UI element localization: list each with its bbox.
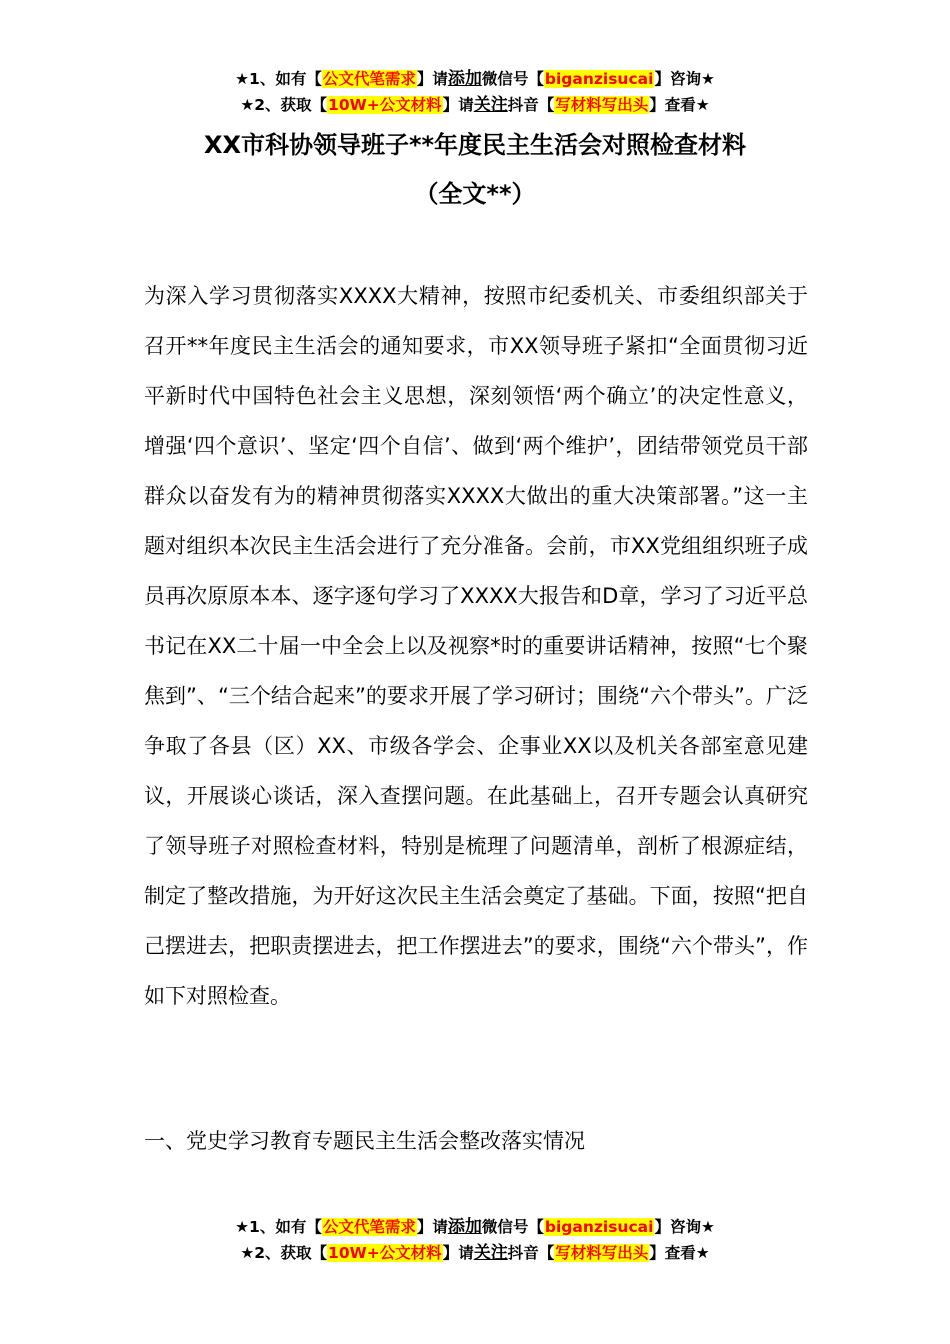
promo-highlight: biganzisucai xyxy=(544,1218,654,1236)
promo-text: 抖音【 xyxy=(507,96,555,114)
promo-text: 】查看★ xyxy=(649,1244,710,1262)
intro-paragraph: 为深入学习贯彻落实XXXX大精神，按照市纪委机关、市委组织部关于召开**年度民主生活会的通知要求，市XX领导班子紧扣“全面贯彻习近平新时代中国特色社会主义思想，深刻领悟‘两个确立’的决定性意义，增强‘四个意识’、坚定‘四个自信’、做到‘两个维护’，团结带领党员干部群众以奋发有为的精神贯彻落实XXXX大做出的重大决策部署。”这一主题对组织本次民主生活会进行了充分准备。会前，市XX党组组织班子成员再次原原本本、逐字逐句学习了XXXX大报告和D章，学习了习近平总书记在XX二十届一中全会上以及视察*时的重要讲话精神，按照“七个聚焦到”、“三个结合起来”的要求开展了学习研讨；围绕“六个带头”。广泛争取了各县（区）XX、市级各学会、企事业XX以及机关各部室意见建议，开展谈心谈话，深入查摆问题。在此基础上，召开专题会认真研究了领导班子对照检查材料，特别是梳理了问题清单，剖析了根源症结，制定了整改措施，为开好这次民主生活会奠定了基础。下面，按照“把自己摆进去，把职责摆进去，把工作摆进去”的要求，围绕“六个带头”，作如下对照检查。 xyxy=(144,284,808,1008)
promo-line-1 xyxy=(0,66,950,92)
promo-emphasis: 添加 xyxy=(447,1217,482,1237)
promo-text: ★2、获取【 xyxy=(240,1244,328,1262)
promo-highlight: 写材料写出头 xyxy=(555,96,649,114)
promo-emphasis: 关注 xyxy=(473,1243,508,1263)
promo-text: 】请 xyxy=(442,96,474,114)
promo-highlight: 公文代笔需求 xyxy=(322,1218,416,1236)
promo-line-2 xyxy=(0,1240,950,1266)
promo-highlight: 10W+公文材料 xyxy=(328,1244,442,1262)
promo-text: 抖音【 xyxy=(507,1244,555,1262)
promo-line-2 xyxy=(0,92,950,118)
promo-text: 微信号【 xyxy=(481,70,544,88)
section-heading: 一、党史学习教育专题民主生活会整改落实情况 xyxy=(144,1129,585,1153)
promo-banner-top xyxy=(0,66,950,118)
promo-highlight: 写材料写出头 xyxy=(555,1244,649,1262)
document-subtitle: （全文**） xyxy=(414,180,536,208)
promo-highlight: 10W+公文材料 xyxy=(328,96,442,114)
promo-text: 】请 xyxy=(416,70,448,88)
promo-text: 】请 xyxy=(442,1244,474,1262)
promo-text: 】咨询★ xyxy=(654,1218,715,1236)
promo-text: ★1、如有【 xyxy=(235,70,322,88)
promo-emphasis: 关注 xyxy=(473,95,508,115)
promo-line-1 xyxy=(0,1214,950,1240)
promo-text: ★2、获取【 xyxy=(240,96,328,114)
promo-text: 】请 xyxy=(416,1218,448,1236)
promo-banner-bottom xyxy=(0,1214,950,1266)
promo-text: 】咨询★ xyxy=(654,70,715,88)
promo-emphasis: 添加 xyxy=(447,69,482,89)
promo-highlight: 公文代笔需求 xyxy=(322,70,416,88)
promo-text: 】查看★ xyxy=(649,96,710,114)
promo-text: 微信号【 xyxy=(481,1218,544,1236)
document-title: XX市科协领导班子**年度民主生活会对照检查材料 xyxy=(203,131,747,159)
promo-highlight: biganzisucai xyxy=(544,70,654,88)
promo-text: ★1、如有【 xyxy=(235,1218,322,1236)
